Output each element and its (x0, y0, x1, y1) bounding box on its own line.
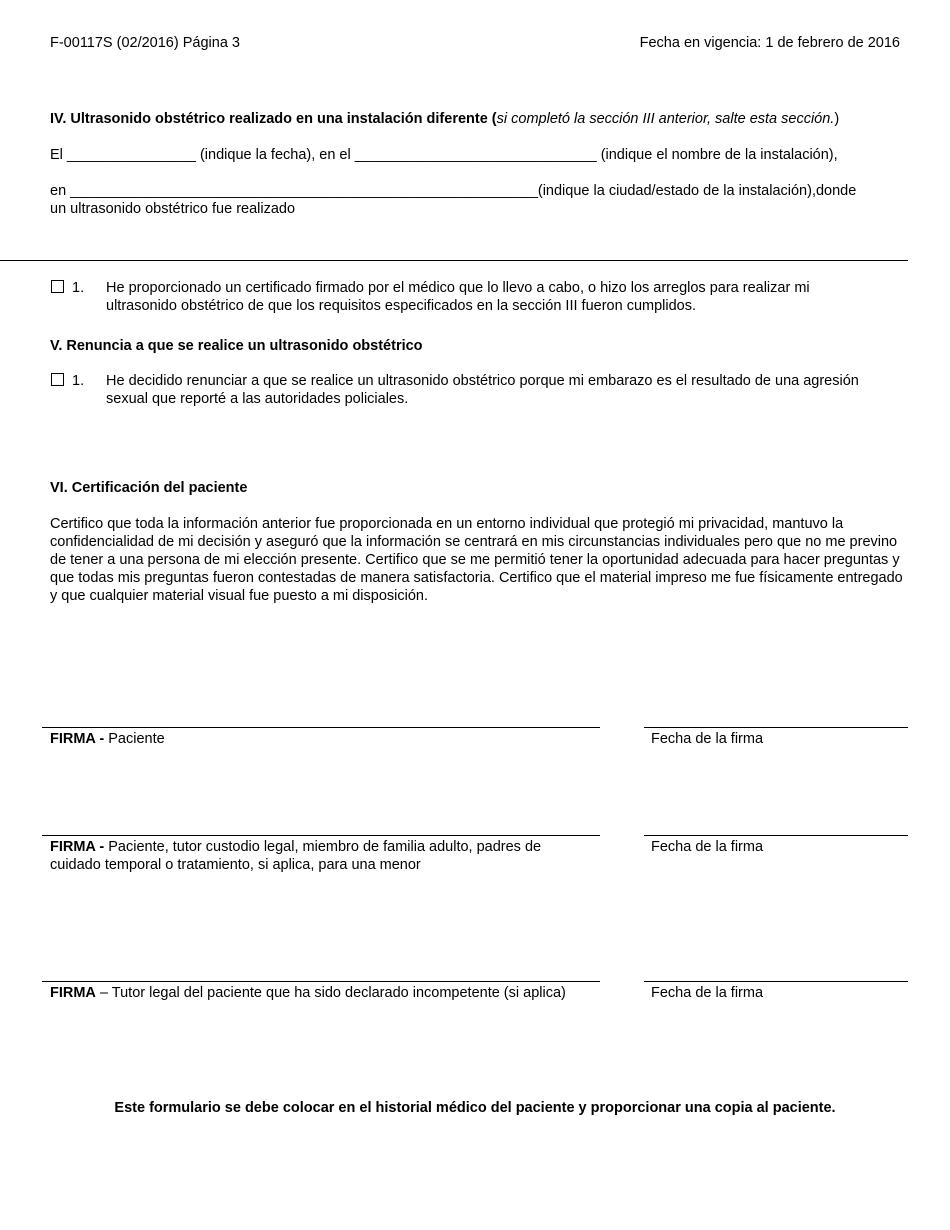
section-4-title-main: IV. Ultrasonido obstétrico realizado en una instalación diferente ( (50, 111, 497, 127)
section-5-title: V. Renuncia a que se realice un ultrasonido obstétrico (50, 338, 423, 354)
section-4-city-line-cont: un ultrasonido obstétrico fue realizado (50, 201, 296, 217)
section-4-date-facility-line: El ________________ (indique la fecha), en el ______________________________ (indique el nombre de la instalación), (50, 147, 838, 163)
section-4-title (50, 110, 910, 128)
certification-body: Certifico que toda la información anterior fue proporcionada en un entorno individual que protegió mi privacidad, mantuvo la confidencialidad de mi decisión y aseguró que la información se centrará en mis circunstancias individuales pero que no me previno de tener a una persona de mi elección presente. Certifico que se me permitió tener la oportunidad adecuada para hacer preguntas y que todas mis preguntas fueron contestadas de manera satisfactoria. Certifico que el material impreso me fue físicamente entregado y que cualquier material visual fue puesto a mi disposición. (50, 516, 903, 604)
effective-date: Fecha en vigencia: 1 de febrero de 2016 (639, 35, 900, 51)
section-divider (0, 260, 908, 261)
signature-line-guardian[interactable] (42, 835, 600, 836)
date-line-guardian[interactable] (644, 835, 908, 836)
date-line-patient[interactable] (644, 727, 908, 728)
date-label-legal-guardian: Fecha de la firma (651, 985, 764, 1001)
date-label-patient: Fecha de la firma (651, 731, 764, 747)
certificate-item-text: He proporcionado un certificado firmado por el médico que lo llevo a cabo, o hizo los arreglos para realizar mi ultrasonido obstétrico de que los requisitos especificados en la sección III fueron cumplidos. (106, 280, 810, 314)
signature-line-patient[interactable] (42, 727, 600, 728)
waiver-item-number: 1. (72, 373, 85, 389)
section-4-title-note: si completó la sección III anterior, salte esta sección. (496, 111, 835, 127)
footer-note: Este formulario se debe colocar en el historial médico del paciente y proporcionar una copia al paciente. (114, 1100, 836, 1116)
form-id: F-00117S (02/2016) Página 3 (50, 35, 240, 51)
waiver-checkbox[interactable] (51, 373, 64, 386)
date-line-legal-guardian[interactable] (644, 981, 908, 982)
date-label-guardian: Fecha de la firma (651, 839, 764, 855)
signature-label-patient: FIRMA - Paciente (50, 731, 165, 747)
section-4-city-line: en __________________________________________________________(indique la ciudad/estado de la instalación),donde (50, 183, 857, 199)
signature-label-legal-guardian: FIRMA – Tutor legal del paciente que ha sido declarado incompetente (si aplica) (50, 985, 566, 1001)
certificate-checkbox[interactable] (51, 280, 64, 293)
signature-label-guardian: FIRMA - Paciente, tutor custodio legal, miembro de familia adulto, padres de cuidado temporal o tratamiento, si aplica, para una menor (50, 839, 542, 873)
signature-line-legal-guardian[interactable] (42, 981, 600, 982)
waiver-item-text: He decidido renunciar a que se realice un ultrasonido obstétrico porque mi embarazo es el resultado de una agresión sexual que reporté a las autoridades policiales. (106, 373, 859, 407)
section-4-title-end: ) (834, 111, 840, 127)
section-6-title: VI. Certificación del paciente (50, 480, 248, 496)
certificate-item-number: 1. (72, 280, 85, 296)
